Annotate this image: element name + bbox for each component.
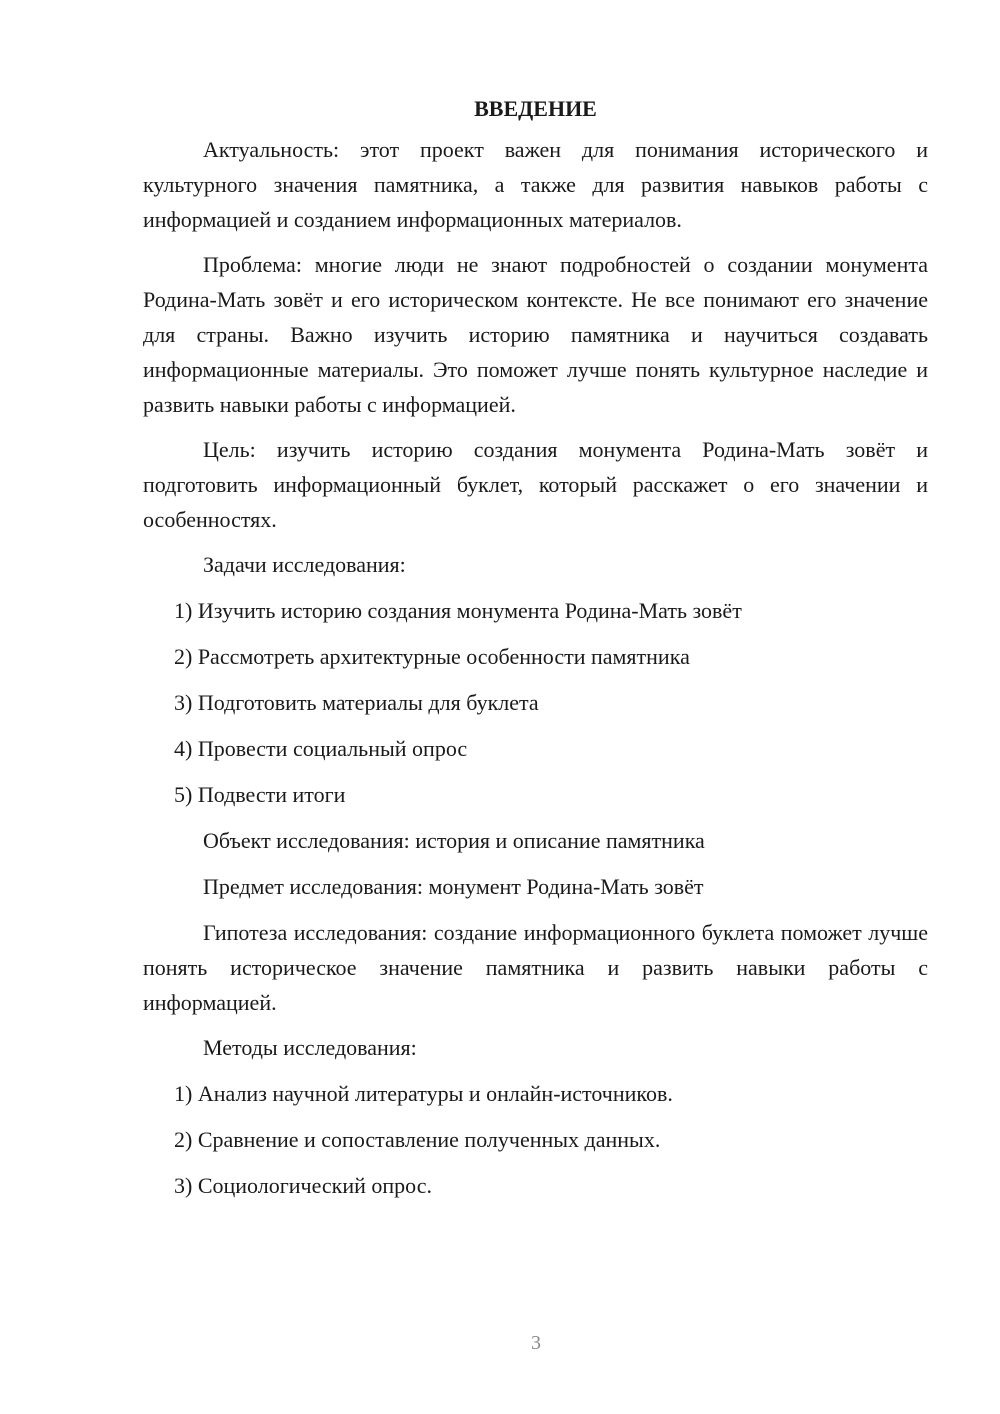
method-item: 2) Сравнение и сопоставление полученных данных. <box>174 1127 661 1152</box>
tasks-heading: Задачи исследования: <box>203 552 406 577</box>
research-subject: Предмет исследования: монумент Родина-Мать зовёт <box>203 874 704 899</box>
task-item: 2) Рассмотреть архитектурные особенности памятника <box>174 644 690 669</box>
method-item: 1) Анализ научной литературы и онлайн-источников. <box>174 1081 673 1106</box>
document-page <box>143 92 928 1214</box>
methods-heading: Методы исследования: <box>203 1035 417 1060</box>
goal-paragraph: Цель: изучить историю создания монумента Родина-Мать зовёт и подготовить информационный буклет, который расскажет о его значении и особенностях. <box>143 437 928 532</box>
method-item: 3) Социологический опрос. <box>174 1173 432 1198</box>
task-item: 5) Подвести итоги <box>174 782 346 807</box>
page-title: ВВЕДЕНИЕ <box>474 96 597 121</box>
problem-paragraph: Проблема: многие люди не знают подробностей о создании монумента Родина-Мать зовёт и его историческом контексте. Не все понимают его значение для страны. Важно изучить историю памятника и научиться создавать информационные материалы. Это поможет лучше понять культурное наследие и развить навыки работы с информацией. <box>143 252 928 417</box>
relevance-paragraph: Актуальность: этот проект важен для понимания исторического и культурного значения памятника, а также для развития навыков работы с информацией и созданием информационных материалов. <box>143 137 928 232</box>
research-object: Объект исследования: история и описание памятника <box>203 828 705 853</box>
task-item: 3) Подготовить материалы для буклета <box>174 690 539 715</box>
task-item: 4) Провести социальный опрос <box>174 736 468 761</box>
page-number: 3 <box>531 1332 541 1354</box>
hypothesis-paragraph: Гипотеза исследования: создание информационного буклета поможет лучше понять историческое значение памятника и развить навыки работы с информацией. <box>143 920 928 1015</box>
task-item: 1) Изучить историю создания монумента Родина-Мать зовёт <box>174 598 742 623</box>
